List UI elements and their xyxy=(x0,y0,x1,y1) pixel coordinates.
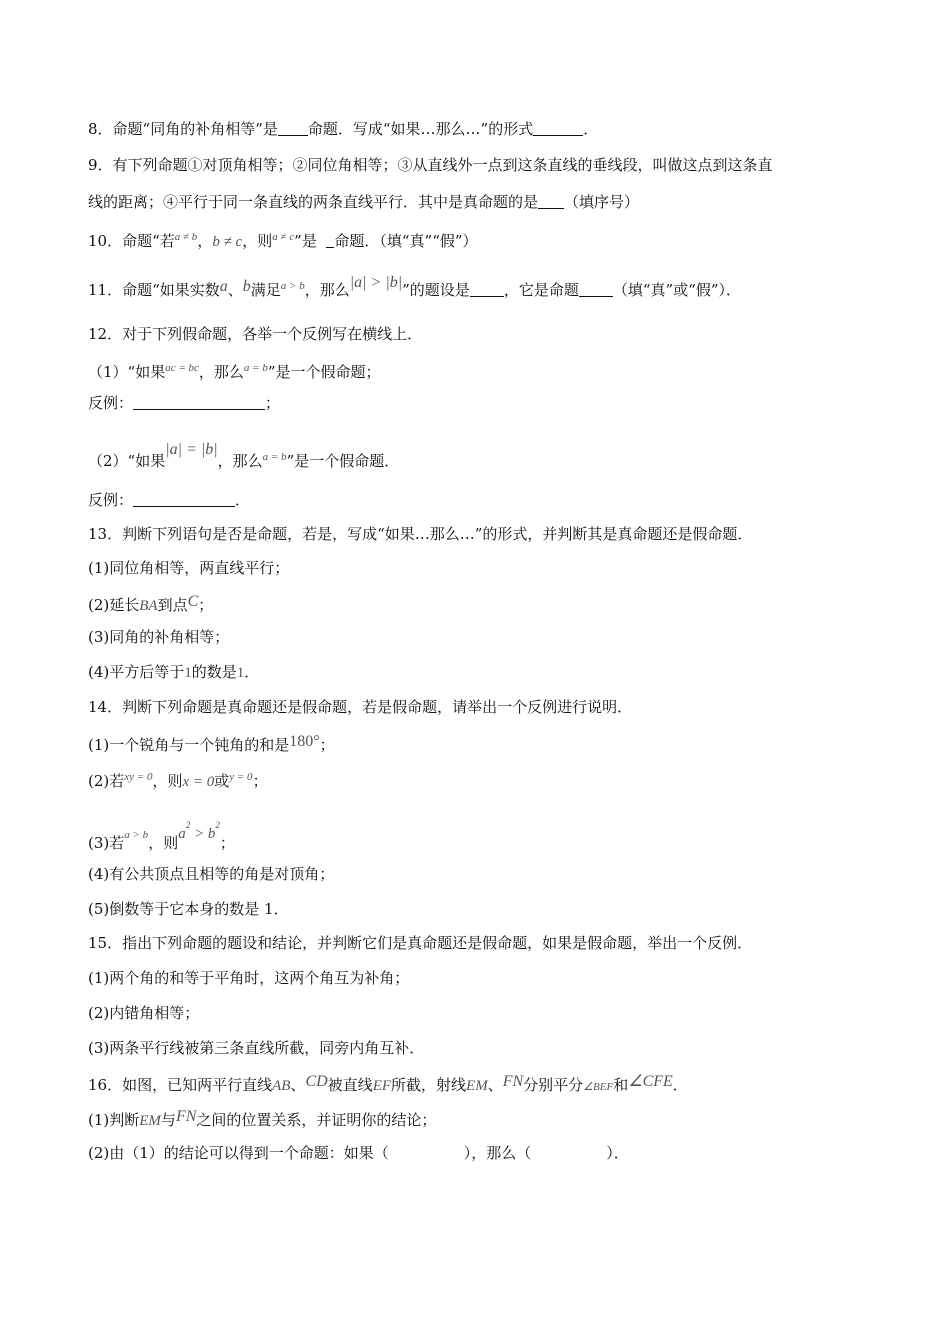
question-15-title xyxy=(88,933,752,953)
q13-text: ； xyxy=(198,596,214,614)
q13-text: (2)延长 xyxy=(88,596,140,614)
q13-text: 13．判断下列语句是否是命题，若是，写成“如果…那么…”的形式，并判断其是真命题还是假命题． xyxy=(88,525,753,543)
q13-text: (4)平方后等于 xyxy=(88,663,185,681)
answer-blank[interactable] xyxy=(278,121,308,136)
q8-text: 命题．写成“如果…那么…”的形式 xyxy=(307,120,534,138)
answer-blank[interactable] xyxy=(533,121,583,136)
q16-text: 与 xyxy=(160,1111,176,1129)
q16-text: 和 xyxy=(613,1076,629,1094)
q8-text: ． xyxy=(583,120,599,138)
math-expr: 180° xyxy=(289,733,320,750)
q14-text: 14．判断下列命题是真命题还是假命题，若是假命题，请举出一个反例进行说明． xyxy=(88,698,633,716)
math-expr: ac = bc xyxy=(165,362,199,374)
question-13-item1 xyxy=(88,558,289,578)
question-14-item2 xyxy=(88,767,268,792)
question-16-item2 xyxy=(88,1143,629,1163)
q11-text: 11．命题“如果实数 xyxy=(88,281,220,299)
math-expr: b ≠ c xyxy=(212,234,243,250)
q16-text: 分别平分 xyxy=(523,1076,584,1094)
q14-text: ，则 xyxy=(148,834,179,852)
math-expr: ∠BEF xyxy=(583,1081,614,1093)
q14-text: (3)若 xyxy=(88,834,125,852)
q16-text: 16．如图，已知两平行直线 xyxy=(88,1076,273,1094)
math-expr: EM xyxy=(466,1078,488,1094)
question-9-line2 xyxy=(88,192,639,212)
math-expr: CD xyxy=(305,1073,328,1090)
q11-text: （填“真”或“假”）． xyxy=(612,281,742,299)
question-12-title xyxy=(88,324,422,344)
q16-text: 所截，射线 xyxy=(391,1076,467,1094)
question-11 xyxy=(88,273,741,300)
q14-text: ，则 xyxy=(152,772,183,790)
q12-text: （2）“如果 xyxy=(88,452,166,470)
q14-text: (5)倒数等于它本身的数是 1． xyxy=(88,900,289,918)
question-13-title xyxy=(88,524,752,544)
question-16-item1 xyxy=(88,1107,436,1131)
q12-text: ； xyxy=(265,394,281,412)
q12-text: ”是一个假命题； xyxy=(267,363,381,381)
q10-text: 命题．（填“真”“假”） xyxy=(334,232,478,250)
q13-text: (1)同位角相等，两直线平行； xyxy=(88,559,290,577)
question-12-part2 xyxy=(88,440,399,471)
q15-text: 15．指出下列命题的题设和结论，并判断它们是真命题还是假命题，如果是假命题，举出一个反例． xyxy=(88,934,753,952)
answer-blank[interactable] xyxy=(470,282,504,297)
question-14-item3 xyxy=(88,815,235,853)
answer-blank[interactable] xyxy=(133,395,265,410)
q11-text: ，它是命题 xyxy=(503,281,579,299)
question-14-item5 xyxy=(88,899,289,919)
question-14-title xyxy=(88,697,632,717)
question-16 xyxy=(88,1072,688,1097)
q16-text: 、 xyxy=(487,1076,503,1094)
math-expr: a > b xyxy=(124,829,149,841)
q9-text: 9．有下列命题①对顶角相等；②同位角相等；③从直线外一点到这条直线的垂线段，叫做这点到这条直 xyxy=(88,156,773,174)
math-expr: > b xyxy=(190,826,216,842)
q13-text: 到点 xyxy=(157,596,188,614)
question-8 xyxy=(88,119,598,139)
q14-text: 或 xyxy=(214,772,230,790)
math-expr: EF xyxy=(372,1078,392,1094)
math-expr: 1 xyxy=(184,665,192,681)
q13-text: 的数是 xyxy=(191,663,237,681)
math-expr: xy = 0 xyxy=(124,771,153,783)
q14-text: ； xyxy=(319,736,335,754)
question-15-item3 xyxy=(88,1038,424,1058)
q16-text: 被直线 xyxy=(327,1076,373,1094)
q12-text: ，那么 xyxy=(217,452,263,470)
q16-text: ． xyxy=(672,1076,688,1094)
question-14-item4 xyxy=(88,864,334,884)
q16-text: (2)由（1）的结论可以得到一个命题：如果（ ），那么（ ）． xyxy=(88,1144,629,1162)
q14-text: ； xyxy=(219,834,235,852)
q16-text: 之间的位置关系，并证明你的结论； xyxy=(196,1111,437,1129)
q8-text: 8．命题“同角的补角相等”是 xyxy=(88,120,278,138)
question-14-item1 xyxy=(88,732,335,755)
math-expr: y = 0 xyxy=(229,771,253,783)
answer-blank[interactable] xyxy=(538,194,564,209)
math-expr: 2 xyxy=(215,820,220,830)
math-expr: a > b xyxy=(280,280,305,292)
answer-blank[interactable] xyxy=(579,282,613,297)
math-expr: BA xyxy=(139,598,158,614)
counterexample-1 xyxy=(88,393,280,413)
q9-text: （填序号） xyxy=(564,193,640,211)
math-expr: a ≠ b xyxy=(174,231,198,243)
math-expr: 1 xyxy=(236,665,245,681)
question-13-item2 xyxy=(88,592,213,616)
math-expr: a = b xyxy=(262,451,287,463)
q10-text: 10．命题“若 xyxy=(88,232,175,250)
q11-text: 、 xyxy=(227,281,243,299)
q12-text: （1）“如果 xyxy=(88,363,166,381)
answer-blank[interactable] xyxy=(133,492,235,507)
math-expr: a xyxy=(178,826,186,842)
q13-text: (3)同角的补角相等； xyxy=(88,628,230,646)
q16-text: (1)判断 xyxy=(88,1111,140,1129)
math-expr: C xyxy=(187,593,199,610)
question-15-item1 xyxy=(88,968,409,988)
counterexample-2 xyxy=(88,490,250,510)
math-expr: a ≠ c xyxy=(272,231,295,243)
q14-text: (1)一个锐角与一个钝角的和是 xyxy=(88,736,290,754)
question-13-item4 xyxy=(88,662,259,683)
q12-text: 反例： xyxy=(88,491,134,509)
question-12-part1 xyxy=(88,358,381,382)
q9-text: 线的距离；④平行于同一条直线的两条直线平行．其中是真命题的是 xyxy=(88,193,539,211)
q12-text: 反例： xyxy=(88,394,134,412)
q14-text: (4)有公共顶点且相等的角是对顶角； xyxy=(88,865,335,883)
question-15-item2 xyxy=(88,1003,199,1023)
q12-text: ”是一个假命题． xyxy=(286,452,400,470)
math-expr: EM xyxy=(139,1113,161,1129)
q10-text: ， xyxy=(197,232,213,250)
q14-text: ； xyxy=(252,772,268,790)
q12-text: ． xyxy=(235,491,251,509)
q16-text: 、 xyxy=(290,1076,306,1094)
question-10 xyxy=(88,227,478,252)
math-expr: a = b xyxy=(243,362,268,374)
q15-text: (3)两条平行线被第三条直线所截，同旁内角互补． xyxy=(88,1039,425,1057)
math-expr: |a| = |b| xyxy=(165,441,218,458)
q12-text: 12．对于下列假命题，各举一个反例写在横线上． xyxy=(88,325,423,343)
math-expr: 2 xyxy=(185,820,191,830)
q14-text: (2)若 xyxy=(88,772,125,790)
q11-text: ”的题设是 xyxy=(402,281,470,299)
q11-text: 满足 xyxy=(250,281,281,299)
q15-text: (1)两个角的和等于平角时，这两个角互为补角； xyxy=(88,969,410,987)
question-9-line1 xyxy=(88,155,773,175)
math-expr: AB xyxy=(272,1078,291,1094)
q10-text: ”是 xyxy=(294,232,317,250)
q13-text: ． xyxy=(244,663,260,681)
q15-text: (2)内错角相等； xyxy=(88,1004,200,1022)
q12-text: ，那么 xyxy=(198,363,244,381)
math-expr: a xyxy=(219,278,228,295)
math-expr: ∠CFE xyxy=(628,1073,673,1090)
math-expr: FN xyxy=(502,1073,524,1090)
question-13-item3 xyxy=(88,627,229,647)
math-expr: b xyxy=(242,278,251,295)
q11-text: ，那么 xyxy=(304,281,350,299)
math-expr: |a| > |b| xyxy=(349,274,403,291)
math-expr: FN xyxy=(175,1108,197,1125)
math-expr: x = 0 xyxy=(182,774,215,790)
q10-text: ，则 xyxy=(242,232,273,250)
